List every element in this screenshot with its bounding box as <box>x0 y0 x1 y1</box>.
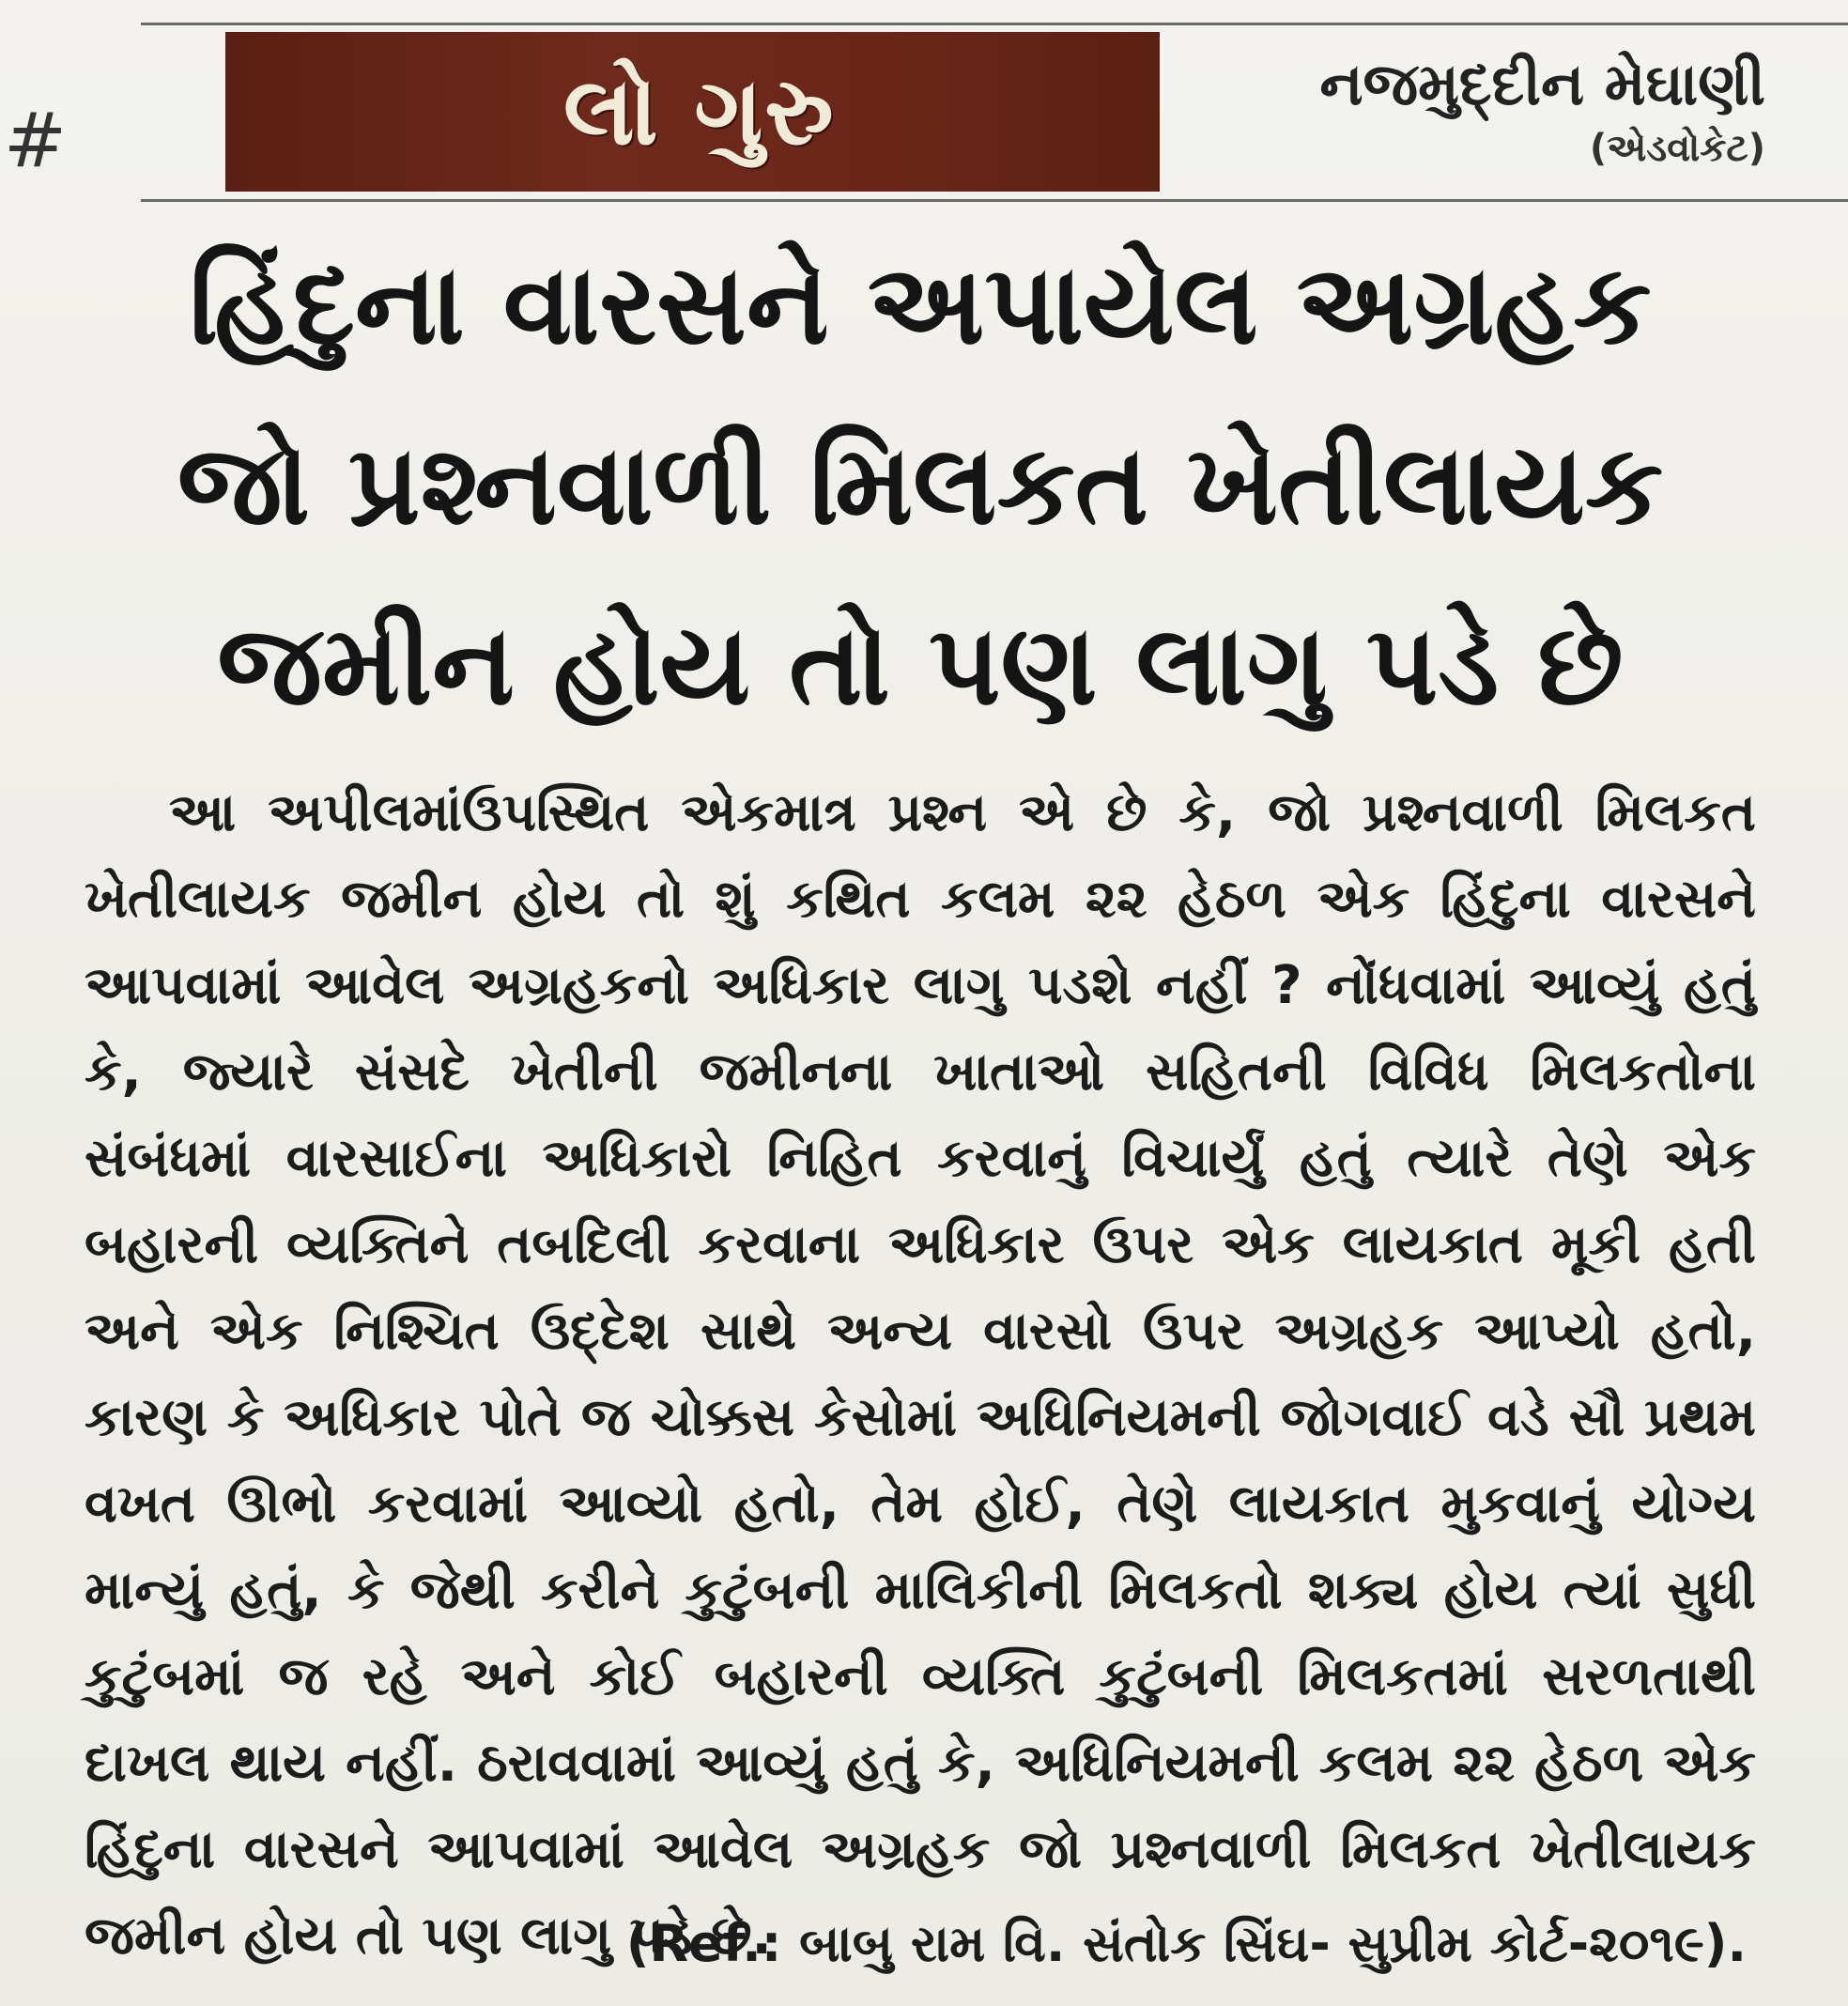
margin-hash-mark: # <box>4 97 68 184</box>
author-name: નજમુદ્દીન મેઘાણી <box>1319 50 1765 118</box>
article-body: આ અપીલમાંઉપસ્થિત એકમાત્ર પ્રશ્ન એ છે કે, જો પ્રશ્નવાળી મિલકત ખેતીલાયક જમીન હોય તો શું કથિત કલમ ૨૨ હેઠળ એક હિંદુના વારસને આપવામાં આવેલ અગ્રહકનો અધિકાર લાગુ પડશે નહીં ? નોંધવામાં આવ્યું હતું કે, જ્યારે સંસદે ખેતીની જમીનના ખાતાઓ સહિતની વિવિધ મિલકતોના સંબંધમાં વારસાઈના અધિકારો નિહિત કરવાનું વિચાર્યું હતું ત્યારે તેણે એક બહારની વ્યક્તિને તબદિલી કરવાના અધિકાર ઉપર એક લાયકાત મૂકી હતી અને એક નિશ્ચિત ઉદ્દેશ સાથે અન્ય વારસો ઉપર અગ્રહક આપ્યો હતો, કારણ કે અધિકાર પોતે જ ચોક્કસ કેસોમાં અધિનિયમની જોગવાઈ વડે સૌ પ્રથમ વખત ઊભો કરવામાં આવ્યો હતો, તેમ હોઈ, તેણે લાયકાત મુકવાનું યોગ્ય માન્યું હતું, કે જેથી કરીને કુટુંબની માલિકીની મિલકતો શક્ય હોય ત્યાં સુધી કુટુંબમાં જ રહે અને કોઈ બહારની વ્યક્તિ કુટુંબની મિલકતમાં સરળતાથી દાખલ થાય નહીં. ઠરાવવામાં આવ્યું હતું કે, અધિનિયમની કલમ ૨૨ હેઠળ એક હિંદુના વારસને આપવામાં આવેલ અગ્રહક જો પ્રશ્નવાળી મિલકત ખેતીલાયક જમીન હોય તો પણ લાગુ પડે છે. <box>85 782 1756 1967</box>
author-role: (એડવોકેટ) <box>1589 127 1765 170</box>
column-title: લો ગુરુ <box>563 56 836 166</box>
article-headline: હિંદુના વારસને અપાયેલ અગ્રહક જો પ્રશ્નવાળી મિલકત ખેતીલાયક જમીન હોય તો પણ લાગુ પડે છે <box>177 239 1664 730</box>
article-reference: (Ref.: બાબુ રામ વિ. સંતોક સિંઘ- સુપ્રીમ કોર્ટ-૨૦૧૯). <box>625 1914 1747 1973</box>
byline <box>1193 47 1765 175</box>
header-bottom-rule <box>141 199 1848 202</box>
column-badge <box>225 32 1160 192</box>
header-top-rule <box>141 23 1848 25</box>
